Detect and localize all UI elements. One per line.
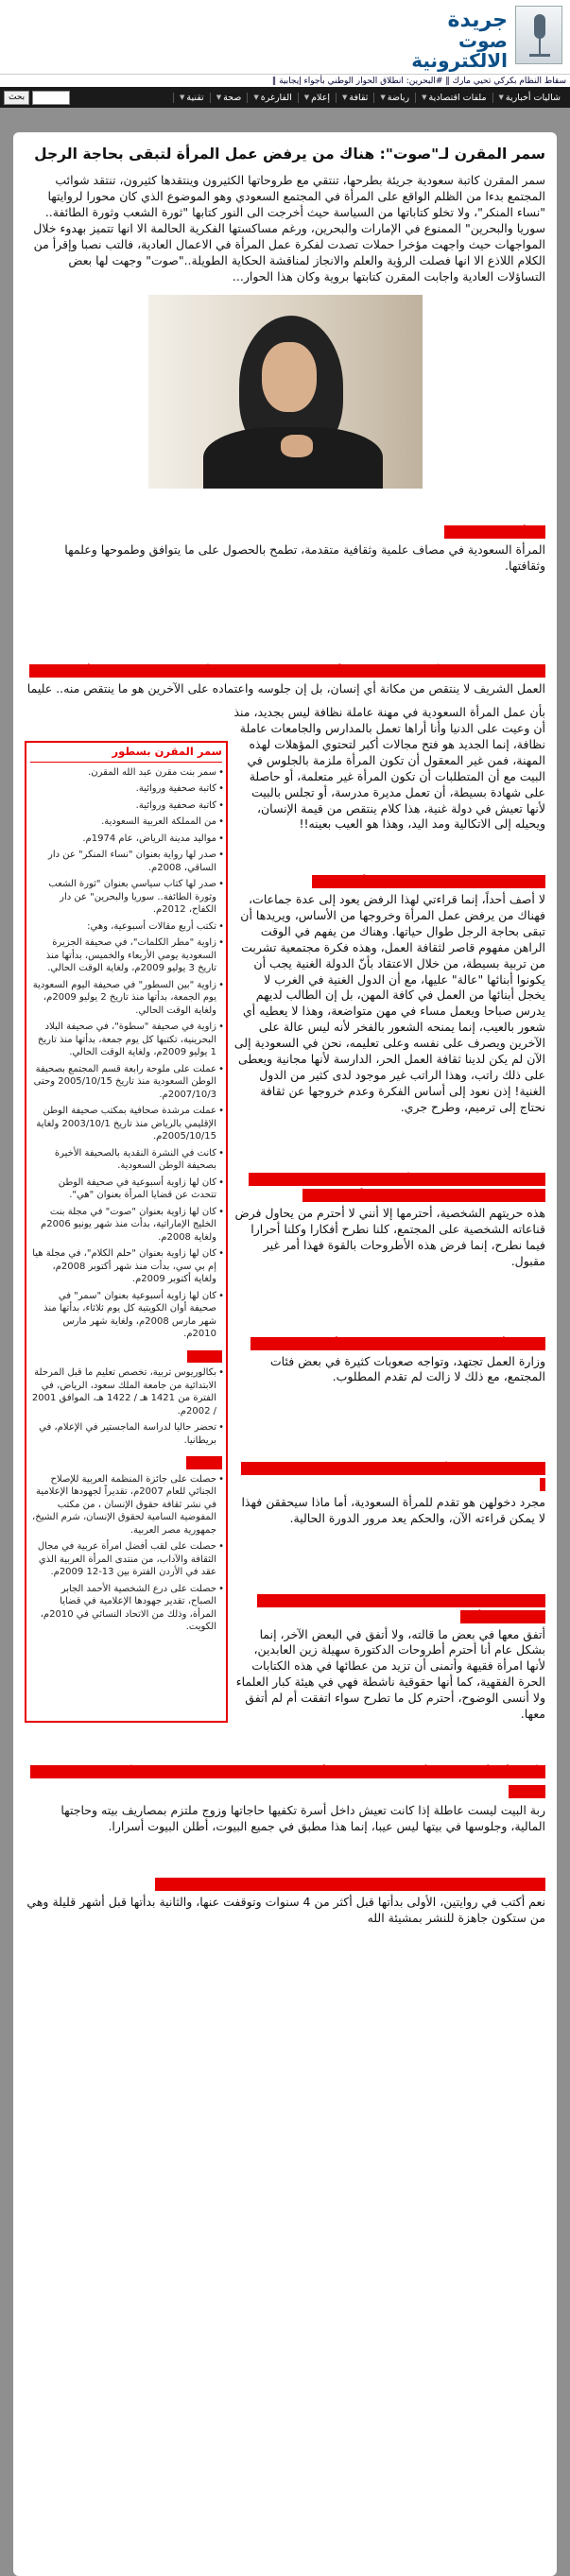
question: هل ستعيدين تقديم الأعمال السينمائية والقصص العربية بالسعودية ؟ [241,1462,545,1492]
list-item: • حصلت على جائزة المنظمة العربية للإصلاح الجنائي للعام 2007م، تقديراً لجهودها الإعلامية في نشر ثقافة حقوق الإنسان ، من مكتب المفوضية السامية لحقوق الإنسان، شرم الشيخ، جمهورية مصر العربية. [30,1473,222,1537]
article [13,132,557,1927]
list-item: • عملت على ملوحة رابعة قسم المجتمع بصحيفة الوطن السعودية منذ تاريخ 2005/10/15 وحتى 2007/10/3م. [30,1063,222,1102]
article-container [13,132,557,2576]
list-item: • حصلت على لقب أفضل امرأة عربية في مجال الثقافة والآداب، من منتدى المرأة العربية الذي عقد في الأردن الفترة بين 13-12 2009م. [30,1540,222,1579]
question: الأهم برأيك أي تكون المرأة ومهنتها في المنزل أي "المطبخ" ، خلال قضائها وقتها بتربية الأبناء والاهتمام بمهمات المنزل؟ [30,1764,545,1799]
nav-item-label: ثقافة [349,92,369,103]
question: هل ترى أن وزارة العمل تقدم ما تحتاجه المرأة السعودية اليوم؟ [250,1336,545,1350]
nav-item-news[interactable] [492,93,566,103]
list-item: • عملت مرشدة صحافية بمكتب صحيفة الوطن الإقليمي بالرياض منذ تاريخ 2003/10/1 ولغاية 2005/10/15م. [30,1105,222,1143]
answer: وزارة العمل تجتهد، وتواجه صعوبات كثيرة في بعض فئات المجتمع، مع ذلك لا زالت لم تقدم المطلوب. [269,1353,545,1384]
answer: المرأة السعودية في مصاف علمية وثقافية متقدمة، تطمح بالحصول على ما يتوافق وطموحها وعلمها وثقافتها. [64,542,545,573]
list-item: • زاوية "مطر الكلمات"، في صحيفة الجزيرة السعودية يومي الأربعاء والخميس، بدأتها منذ تاريخ 3 يوليو 2009م، ولغاية الوقت الحالي. [30,936,222,975]
answer: هذه حريتهم الشخصية، أحترمها إلا أنني لا أحترم من يحاول فرض قناعاته الشخصية على المجتمع، كلنا نطرح أفكارا وكلنا أحرارا فيما نطرح، إنما فرض هذه الأطروحات بالقوة فهذا أمر غير مقبول. [234,1206,545,1268]
content-row [25,703,545,1723]
nav-item-tech[interactable] [173,93,210,103]
list-item: • كانت في النشرة النقدية بالصحيفة الأخيرة بصحيفة الوطن السعودية. [30,1147,222,1173]
nav-item-misc[interactable] [247,93,297,103]
list-item: • زاوية في صحيفة "سطوة"، في صحيفة البلاد البحرينية، تكتبها كل يوم جمعة، بدأتها منذ تاريخ 1 يوليو 2009م، ولغاية الوقت الحالي. [30,1021,222,1059]
question: المرأة السعودية اليوم [444,524,545,539]
list-item: • كان لها زاوية أسبوعية في صحيفة الوطن تتحدث عن قضايا المرأة بعنوان "هي". [30,1176,222,1202]
list-item: • كان لها زاوية بعنوان "حلم الكلام"، في مجلة هيا إم بي سي، بدأت منذ شهر أكتوبر 2008م، ولغاية أكتوبر 2009م. [30,1247,222,1286]
nav-item-label: شاليات أخبارية [505,92,561,103]
chevron-down-icon: ▼ [380,94,386,101]
answer: ربة البيت ليست عاطلة إذا كانت تعيش داخل أسرة تكفيها حاجاتها وزوج ملتزم بمصاريف بيته وحاجتها المالية، وجلوسها في بيتها ليس عيبا، إنما هذا مطبق في جميع البيوت، أطلن البيوت أسرارا. [60,1803,545,1833]
question: سهيلة زين العابدين المفكرة تصنف عملك بكتابات غير معرفية، كيف تقيمين رأيها؟ [256,1593,545,1623]
nav-item-label: رياضة [387,92,410,103]
news-ticker[interactable]: سقاط النظام بكركي تحيي مارك ‖ #البحرين: انطلاق الحوار الوطني بأجواء إيجابية ‖ [0,74,570,87]
article-intro: سمر المقرن كاتبة سعودية جريئة بطرحها، تنتقي مع طروحاتها الكثيرون وينتقدها كثيرون، تنتقد شوائب المجتمع بدءا من الظلم الواقع على المرأة في المجتمع السعودي وهو الموضوع الذي كان محورا لروايتها "نساء المنكر"، ولا تخلو كتاباتها من السياسة حيث أخرجت الى النور كتابها "ثورة الشعب وثورة الطائفة.. سوريا والبحرين" الممنوع في الإمارات والبحرين، ورغم مساكستها الفكرية الحالمة الا انها تتميز بهدوء خلال المواجهات حيث واجهت مؤخرا حملات تصدت لفكرة عمل المرأة في الاعمال العادية، فالتب نصبا وإقرأ من الكلام اللاذع الا انها فصلت الرؤية والعلم والانجاز لمناقشة الحكاية الطويلة.."صوت" وجهت لها بعض التساؤلات العادية واجابت المقرن كتابتها بروية وكان هذا الحوار... [33,173,545,283]
nav-item-label: ملفات اقتصادية [428,92,487,103]
answer: مجرد دخولهن هو تقدم للمرأة السعودية، أما ماذا سيحققن فهذا لا يمكن قراءته الآن، والحكم يعد مرور الدورة الحالية. [241,1495,545,1525]
site-logo[interactable] [392,6,562,73]
search-button[interactable]: بحث [4,91,29,105]
nav-item-label: صحة [223,92,242,103]
main-nav [0,87,570,108]
list-item: • تكتب أربع مقالات أسبوعية، وهي: [30,920,222,934]
qa-item [25,660,545,697]
nav-item-label: تقنية [186,92,204,103]
chevron-down-icon: ▼ [498,94,504,101]
answer: بأن عمل المرأة السعودية في مهنة عاملة نظافة ليس بجديد، منذ أن وعيت على الدنيا وأنا أراها تعمل بالمدارس والجامعات عاملة نظافة، إنما الجديد هو فتح مجالات أكبر لتحتوي المؤهلات لهذه المهنة، فمن غير المعقول أن تكون المرأة ملزمة بالجلوس في البيت مع أن المتطلبات أن تكون المرأة غير متعلمة، أو حاصلة على شهادة بسيطة، أن تعمل مديرة مدرسة، أو تجلس بالبيت لأنها تعيش في دولة غنية، هذا كلام ينتقص من قيمة الإنسان، ويحيله إلى الاتكالية ومد اليد، وهذا هو العيب بعينه!! [233,705,545,832]
nav-item-media[interactable] [298,93,336,103]
author-photo [148,295,423,489]
list-item: • كاتبة صحفية وروائية. [30,799,222,813]
site-name [392,9,508,71]
chevron-down-icon: ▼ [180,94,185,101]
nav-item-label: إعلام [311,92,331,103]
nav-item-culture[interactable] [336,93,373,103]
list-item: • زاوية "بين السطور" في صحيفة اليوم السعودية يوم الجمعة، بدأتها منذ تاريخ 2 يوليو 2009م، ولغاية الوقت الحالي. [30,979,222,1018]
list-item: • صدر لها كتاب سياسي بعنوان "ثورة الشعب وثورة الطائفة.. سوريا والبحرين" عن دار الكفاح، 2012م. [30,878,222,917]
awards-list [30,1473,222,1634]
question: كيف تنظرين إلى من يعارض عمل المرأة بالخدمة؟ [311,875,545,889]
list-item: • بكالوريوس تربية، تخصص تعليم ما قبل المرحلة الابتدائية من جامعة الملك سعود، الرياض، في الفترة من 1421 هـ / 1422 هـ، الموافق 2001 / 2002م. [30,1366,222,1417]
question: صدرت لك مؤخرا رواية "نساء المنكر" نقاط عن ملابسات الرواية وماذا تقدمين فيها؟ [155,1877,545,1891]
answer: العمل الشريف لا ينتقص من مكانة أي إنسان، بل إن جلوسه واعتماده على الآخرين هو ما ينتقص منه.. عليما [26,681,545,696]
nav-item-sports[interactable] [373,93,415,103]
chevron-down-icon: ▼ [253,94,259,101]
list-item: • كاتبة صحفية وروائية. [30,782,222,796]
list-item: • كان لها زاوية بعنوان "صوت" في مجلة بنت الخليج الإماراتية، بدأت منذ شهر يونيو 2006م ولغاية 2008م. [30,1206,222,1245]
education-list [30,1366,222,1447]
qa-item [25,1760,545,1835]
chevron-down-icon: ▼ [303,94,310,101]
qa-item [233,1172,545,1269]
qa-item [233,874,545,1115]
list-item: • حصلت على درع الشخصية الأحمد الجابر الصباح، تقدير جهودها الإعلامية في قضايا المرأة، وذلك من الاتحاد النسائي في 2010م، الكويت. [30,1583,222,1634]
answer: نعم أكتب في روايتين، الأولى بدأتها قبل أكثر من 4 سنوات وتوقفت عنها، والثانية بدأتها قبل أشهر قليلة وهي من ستكون جاهزة للنشر بمشيئة الله [26,1895,545,1926]
list-item: • تحضر حاليا لدراسة الماجستير في الإعلام، في بريطانيا. [30,1421,222,1447]
site-name-line2: صوت الالكترونية [411,29,508,73]
site-name-line1: جريدة [447,9,508,32]
article-body [233,703,545,1723]
nav-item-health[interactable] [210,93,248,103]
qa-item [233,1461,545,1527]
sidebar-title: سمر المقرن بسطور [30,745,222,763]
qa-item [25,1873,545,1927]
bio-sidebar [25,741,228,1723]
article-title: سمر المقرن لـ"صوت": هناك من يرفض عمل المرأة لتبقى بحاجة الرجل [34,146,545,163]
answer: أتفق معها في بعض ما قالته، ولا أتفق في البعض الآخر، إنما بشكل عام أنا أحترم أطروحات الدكتورة سهيلة زين العابدين، لأنها امرأة فقيهة وأتمنى أن تزيد من عطائها في هذه الكتابات الحرة الفقهية، كما أنها حقوقية ناشطة فهي في هيئة كبار العلماء ولا أنسى الوضوح، أحترم كل ما تطرح سواء اتفقت أم لم أتفق معها. [235,1626,545,1721]
nav-item-economy[interactable] [415,93,492,103]
chevron-down-icon: ▼ [422,94,427,101]
list-item: • صدر لها رواية بعنوان "نساء المنكر" عن دار الساقي، 2008م. [30,849,222,874]
search-input[interactable] [32,91,70,105]
microphone-icon [515,6,562,64]
list-item: • مواليد مدينة الرياض، عام 1974م. [30,833,222,846]
list-item: • سمر بنت مقرن عبد الله المقرن. [30,766,222,780]
section-heading-education: التعليم [189,1350,220,1362]
question: تم الحديث في الاونة الأخيرة حول عمل المرأة كعاملة نظافة، هل ترى بالأمر انتقاصا من ثقافة المرأة السعودية؟ [28,663,545,678]
question: نهى رجال الدين والمجتمع والأقارب برفضهم للعمل، كيف يتعامل رجال الدين والمجتمع السعودي مع المرأة المستقلة؟ [248,1173,545,1203]
qa-item [25,521,545,575]
chevron-down-icon: ▼ [216,94,222,101]
section-heading-awards: الجوائز [187,1457,220,1468]
chevron-down-icon: ▼ [342,94,348,101]
bio-list [30,766,222,1341]
nav-item-label: الفارغرة [260,92,292,103]
answer: لا أصف أحداً، إنما قراءتي لهذا الرفض يعود إلى عدة جماعات، فهناك من يرفض عمل المرأة وخروجها من الأساس، ويريدها أن تبقى بحاجة الرجل طوال حياتها. وهناك من يفهم في الوقت الراهن مفهوم قاصر لثقافة العمل، وهذه فكرة مجتمعية تشربت من تربية بسيطة، من خلال الاعتقاد بأنّ الدولة الغنية يجب أن يكونوا أبنائها "عالة" عليها، مع أن الدول الغنية في الغرب لا يخجل أبنائها من العمل في كافة المهن، بل إن الطالب لديهم يدرس صباحا ويعمل مساء في مهن متواضعة، وهذا لا يعطيه أي شعور بالعيب، إنما يمنحه الشعور بالفخر لأنه ليس عالة على الآخرين ويصرف على نفسه وعلى تعليمه، نحن في السعودية إلى الآن لم يكن لدينا ثقافة العمل الحر، الدارسة لأنها مجانية ويعطى على ذلك راتب، وهذا الراتب غير موجود لدى كثير من الدول الغنية! إذن نعود إلى أساس الفكرة وعدم خروجها عن ثقافة نحتاج إلى ترميم، وطرح جري. [233,892,545,1114]
qa-item [233,1336,545,1386]
site-header [0,0,570,74]
list-item: • كان لها زاوية أسبوعية بعنوان "سمر" في صحيفة أوان الكويتية كل يوم ثلاثاء، بدأتها منذ شهر مارس 2008م، ولغاية شهر مارس 2010م. [30,1290,222,1341]
list-item: • من المملكة العربية السعودية. [30,816,222,829]
qa-item [233,1593,545,1723]
search-form [4,91,70,105]
